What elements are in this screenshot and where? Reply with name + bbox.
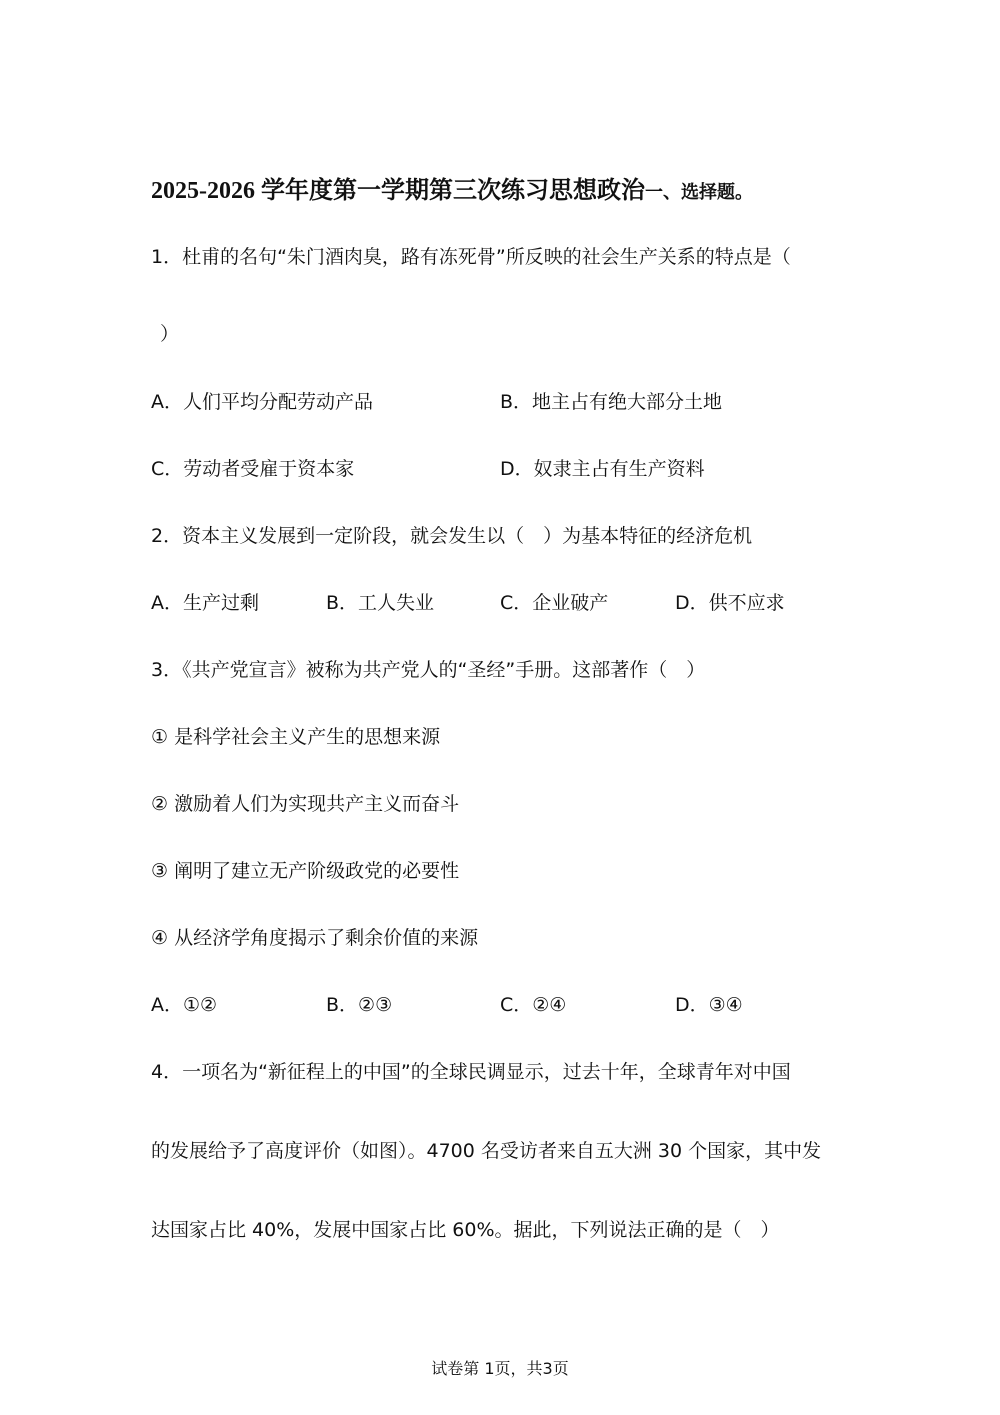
question-3-option-a: A．①② [151,994,218,1016]
page-footer: 试卷第 1页，共3页 [431,1359,569,1378]
question-2-option-c: C．企业破产 [500,592,609,614]
question-2-option-a: A．生产过剩 [151,592,259,614]
section-heading: 一、选择题。 [645,182,753,203]
page-title [151,170,753,205]
question-3-stem: 3．《共产党宣言》被称为共产党人的“圣经”手册。这部著作（ ） [151,659,706,681]
question-3-option-b: B．②③ [326,994,393,1016]
question-1-option-d: D．奴隶主占有生产资料 [500,458,705,480]
question-1-stem: 1．杜甫的名句“朱门酒肉臭，路有冻死骨”所反映的社会生产关系的特点是（ [151,246,791,268]
question-3-statement-1: ① 是科学社会主义产生的思想来源 [151,726,441,748]
question-1-option-a: A．人们平均分配劳动产品 [151,391,373,413]
question-2-option-b: B．工人失业 [326,592,435,614]
question-3-option-d: D．③④ [675,994,743,1016]
question-3-option-c: C．②④ [500,994,567,1016]
exam-title: 2025-2026 学年度第一学期第三次练习思想政治 [151,178,645,204]
question-3-statement-3: ③ 阐明了建立无产阶级政党的必要性 [151,860,460,882]
question-4-stem-line-2: 的发展给予了高度评价（如图）。4700 名受访者来自五大洲 30 个国家，其中发 [151,1140,822,1162]
question-3-statement-2: ② 激励着人们为实现共产主义而奋斗 [151,793,460,815]
question-2-stem: 2．资本主义发展到一定阶段，就会发生以（ ）为基本特征的经济危机 [151,525,753,547]
question-2-option-d: D．供不应求 [675,592,785,614]
question-4-stem-line-1: 4．一项名为“新征程上的中国”的全球民调显示，过去十年，全球青年对中国 [151,1061,791,1083]
question-1-option-b: B．地主占有绝大部分土地 [500,391,723,413]
question-1-stem-cont: ） [160,323,180,345]
question-3-statement-4: ④ 从经济学角度揭示了剩余价值的来源 [151,927,479,949]
question-1-option-c: C．劳动者受雇于资本家 [151,458,355,480]
question-4-stem-line-3: 达国家占比 40%，发展中国家占比 60%。据此，下列说法正确的是（ ） [151,1219,780,1241]
